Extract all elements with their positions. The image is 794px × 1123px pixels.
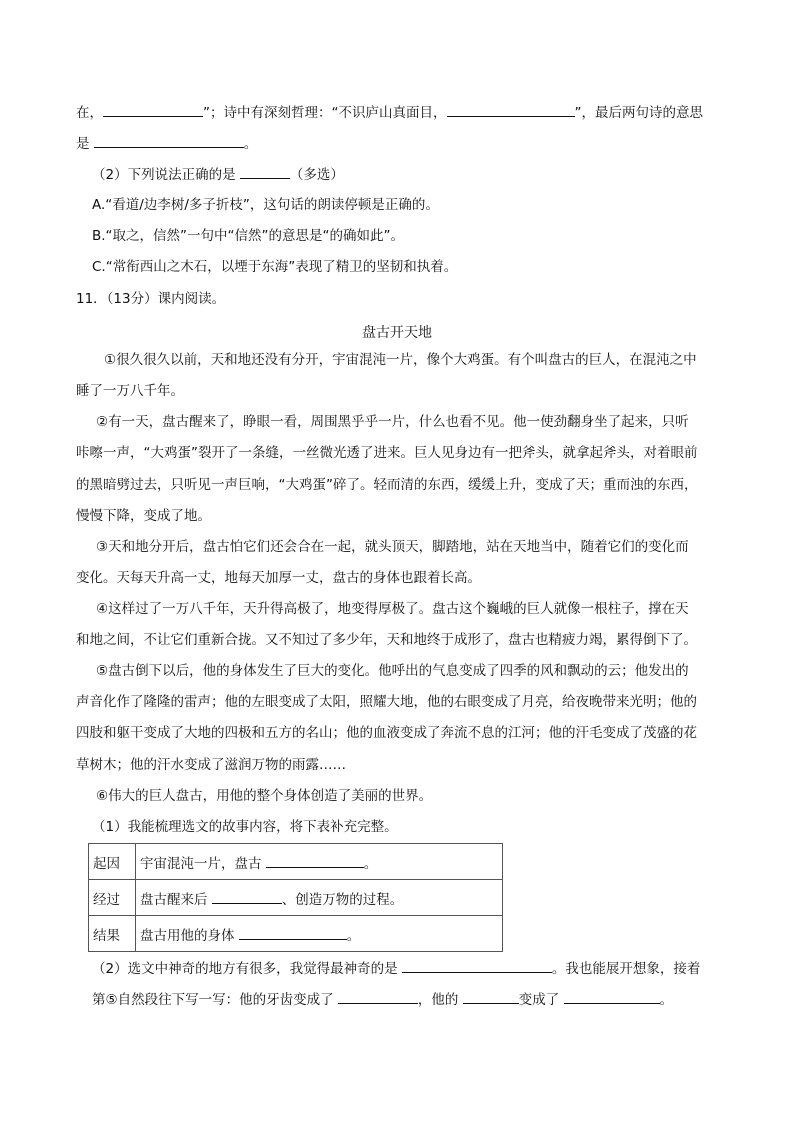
q11-sub2-line1: （2）选文中神奇的地方有很多，我觉得最神奇的是 。我也能展开想象，接着 bbox=[92, 958, 700, 978]
para5-line4: 草树木；他的汗水变成了滋润万物的雨露…… bbox=[76, 757, 346, 773]
para5-line1: ⑤盘古倒下以后，他的身体发生了巨大的变化。他呼出的气息变成了四季的风和飘动的云；他发出的 bbox=[96, 663, 689, 679]
para2-line1: ②有一天，盘古醒来了，睁眼一看，周围黑乎乎一片，什么也看不见。他一使劲翻身坐了起来，只听 bbox=[96, 414, 689, 430]
answer-blank[interactable] bbox=[338, 989, 418, 1004]
row-value: 盘古用他的身体 。 bbox=[136, 916, 503, 952]
para3-line1: ③天和地分开后，盘古怕它们还会合在一起，就头顶天，脚踏地，站在天地当中，随着它们的变化而 bbox=[96, 539, 689, 555]
q10-sub2: （2）下列说法正确的是 （多选） bbox=[92, 164, 344, 184]
row-key: 结果 bbox=[89, 916, 136, 952]
answer-blank[interactable] bbox=[94, 133, 244, 148]
table-row bbox=[89, 916, 503, 952]
row-key: 起因 bbox=[89, 844, 136, 880]
option-b: B.“取之，信然”一句中“信然”的意思是“的确如此”。 bbox=[92, 228, 405, 244]
para2-line2: 咔嚓一声，“大鸡蛋”裂开了一条缝，一丝微光透了进来。巨人见身边有一把斧头，就拿起斧头，对着眼前 bbox=[76, 445, 698, 461]
answer-blank[interactable] bbox=[463, 989, 519, 1004]
row-value: 盘古醒来后 、创造万物的过程。 bbox=[136, 880, 503, 916]
story-table bbox=[88, 843, 503, 952]
para6-line1: ⑥伟大的巨人盘古，用他的整个身体创造了美丽的世界。 bbox=[96, 788, 433, 804]
answer-blank[interactable] bbox=[564, 989, 660, 1004]
q11-header: 11．（13分）课内阅读。 bbox=[76, 291, 226, 307]
answer-blank[interactable] bbox=[447, 102, 575, 117]
answer-blank[interactable] bbox=[103, 102, 203, 117]
para2-line4: 慢慢下降，变成了地。 bbox=[76, 508, 211, 524]
answer-blank[interactable] bbox=[239, 925, 347, 940]
answer-blank[interactable] bbox=[212, 889, 282, 904]
table-row bbox=[89, 844, 503, 880]
para1-line2: 睡了一万八千年。 bbox=[76, 383, 184, 399]
q10-line1: 在， ”；诗中有深刻哲理：“不识庐山真面目， ”，最后两句诗的意思 bbox=[76, 102, 703, 122]
option-c: C.“常衔西山之木石，以堙于东海”表现了精卫的坚韧和执着。 bbox=[92, 259, 458, 275]
answer-blank[interactable] bbox=[240, 164, 290, 179]
para1-line1: ①很久很久以前，天和地还没有分开，宇宙混沌一片，像个大鸡蛋。有个叫盘古的巨人，在混沌之中 bbox=[104, 352, 697, 368]
table-row bbox=[89, 880, 503, 916]
row-key: 经过 bbox=[89, 880, 136, 916]
para2-line3: 的黑暗劈过去，只听见一声巨响，“大鸡蛋”碎了。轻而清的东西，缓缓上升，变成了天；重而浊的东西， bbox=[76, 477, 698, 493]
para4-line1: ④这样过了一万八千年，天升得高极了，地变得厚极了。盘古这个巍峨的巨人就像一根柱子，撑在天 bbox=[96, 601, 689, 617]
answer-blank[interactable] bbox=[402, 958, 552, 973]
answer-blank[interactable] bbox=[266, 853, 364, 868]
q11-sub2-line2: 第⑤自然段往下写一写：他的牙齿变成了 ，他的 变成了 。 bbox=[92, 989, 673, 1009]
passage-title: 盘古开天地 bbox=[362, 325, 432, 341]
para3-line2: 变化。天每天升高一丈，地每天加厚一丈，盘古的身体也跟着长高。 bbox=[76, 570, 481, 586]
para5-line3: 四肢和躯干变成了大地的四极和五方的名山；他的血液变成了奔流不息的江河；他的汗毛变成了茂盛的花 bbox=[76, 725, 697, 741]
q10-line2: 是 。 bbox=[76, 133, 257, 153]
para4-line2: 和地之间，不让它们重新合拢。又不知过了多少年，天和地终于成形了，盘古也精疲力竭，累得倒下了。 bbox=[76, 632, 697, 648]
para5-line2: 声音化作了隆隆的雷声；他的左眼变成了太阳，照耀大地，他的右眼变成了月亮，给夜晚带来光明；他的 bbox=[76, 694, 697, 710]
q11-sub1: （1）我能梳理选文的故事内容，将下表补充完整。 bbox=[92, 819, 398, 835]
row-value: 宇宙混沌一片，盘古 。 bbox=[136, 844, 503, 880]
option-a: A.“看道/边李树/多子折枝”，这句话的朗读停顿是正确的。 bbox=[92, 197, 439, 213]
